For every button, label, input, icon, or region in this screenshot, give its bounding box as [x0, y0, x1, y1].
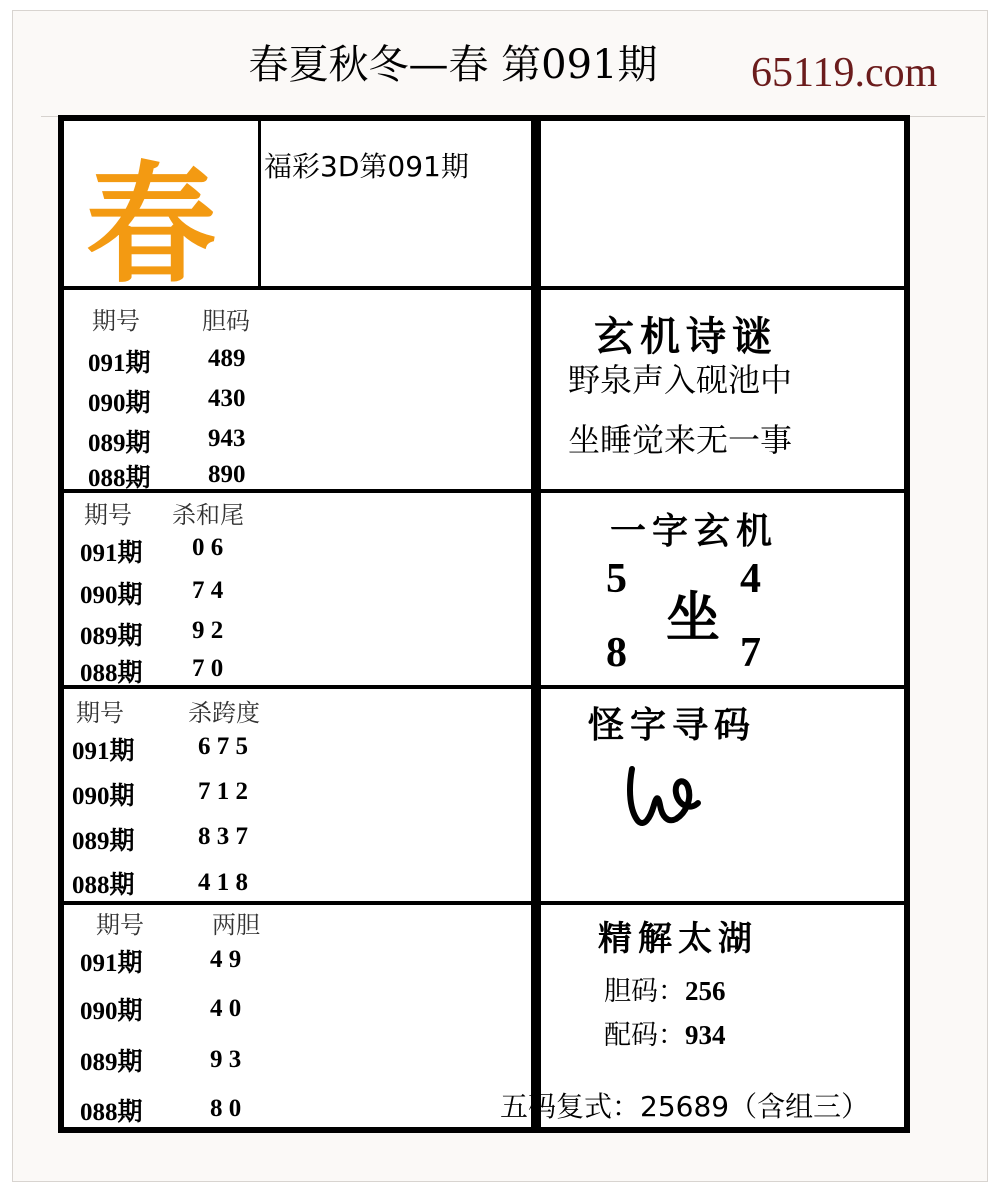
- twodan-period: 090期: [80, 998, 143, 1025]
- twodan-value: 8 0: [210, 1095, 242, 1122]
- span-period: 091期: [72, 738, 135, 765]
- site-url[interactable]: 65119.com: [751, 50, 938, 96]
- span-col-period: 期号: [76, 699, 124, 727]
- dan-period: 088期: [88, 465, 151, 492]
- tail-period: 090期: [80, 582, 143, 609]
- dan-col-value: 胆码: [202, 307, 250, 335]
- span-value: 6 7 5: [198, 733, 248, 760]
- row-divider: [541, 685, 904, 689]
- tail-col-period: 期号: [84, 501, 132, 529]
- taihu-dan-value: 256: [685, 976, 726, 1006]
- riddle-heading: 玄机诗谜: [594, 313, 778, 360]
- strange-char-heading: 怪字寻码: [588, 704, 757, 746]
- taihu-pei-value: 934: [685, 1020, 726, 1050]
- twodan-period: 091期: [80, 950, 143, 977]
- one-char-number: 8: [606, 630, 627, 676]
- twodan-value: 9 3: [210, 1046, 242, 1073]
- taihu-heading: 精解太湖: [598, 919, 758, 959]
- twodan-period: 088期: [80, 1099, 143, 1126]
- one-char-heading: 一字玄机: [610, 510, 779, 552]
- span-period: 089期: [72, 828, 135, 855]
- twodan-value: 4 0: [210, 995, 242, 1022]
- row-divider: [541, 489, 904, 493]
- taihu-pei: [604, 1013, 726, 1052]
- span-period: 090期: [72, 783, 135, 810]
- twodan-value: 4 9: [210, 946, 242, 973]
- tail-col-value: 杀和尾: [172, 501, 244, 529]
- dan-period: 091期: [88, 350, 151, 377]
- dan-period: 090期: [88, 390, 151, 417]
- tail-value: 7 4: [192, 577, 224, 604]
- five-code-combo: 五码复式：25689（含组三）: [500, 1090, 870, 1123]
- one-char-glyph: 坐: [666, 585, 720, 649]
- page-title: 春夏秋冬—春 第091期: [248, 42, 658, 88]
- tail-period: 088期: [80, 660, 143, 687]
- center-divider: [531, 121, 541, 1127]
- tail-period: 089期: [80, 623, 143, 650]
- season-character: 春: [86, 148, 217, 301]
- lottery-issue-label: 福彩3D第091期: [264, 150, 469, 183]
- handwritten-glyph: [624, 761, 704, 835]
- riddle-line-2: 坐睡觉来无一事: [568, 421, 793, 459]
- taihu-dan: [604, 969, 726, 1008]
- span-col-value: 杀跨度: [188, 699, 260, 727]
- twodan-col-period: 期号: [96, 911, 144, 939]
- span-period: 088期: [72, 872, 135, 899]
- taihu-dan-label: 胆码：: [604, 976, 685, 1007]
- row-divider: [541, 901, 904, 905]
- dan-value: 943: [208, 425, 246, 452]
- riddle-line-1: 野泉声入砚池中: [568, 361, 793, 399]
- tail-value: 9 2: [192, 617, 224, 644]
- one-char-number: 7: [740, 630, 761, 676]
- span-value: 7 1 2: [198, 778, 248, 805]
- tail-period: 091期: [80, 540, 143, 567]
- dan-value: 489: [208, 345, 246, 372]
- span-value: 8 3 7: [198, 823, 248, 850]
- taihu-pei-label: 配码：: [604, 1020, 685, 1051]
- dan-value: 430: [208, 385, 246, 412]
- dan-value: 890: [208, 461, 246, 488]
- prediction-board: [58, 115, 910, 1133]
- one-char-number: 4: [740, 556, 761, 602]
- dan-period: 089期: [88, 430, 151, 457]
- span-value: 4 1 8: [198, 869, 248, 896]
- inner-divider: [258, 121, 261, 286]
- dan-col-period: 期号: [92, 307, 140, 335]
- tail-value: 0 6: [192, 534, 224, 561]
- tail-value: 7 0: [192, 655, 224, 682]
- one-char-number: 5: [606, 556, 627, 602]
- twodan-period: 089期: [80, 1049, 143, 1076]
- twodan-col-value: 两胆: [212, 911, 260, 939]
